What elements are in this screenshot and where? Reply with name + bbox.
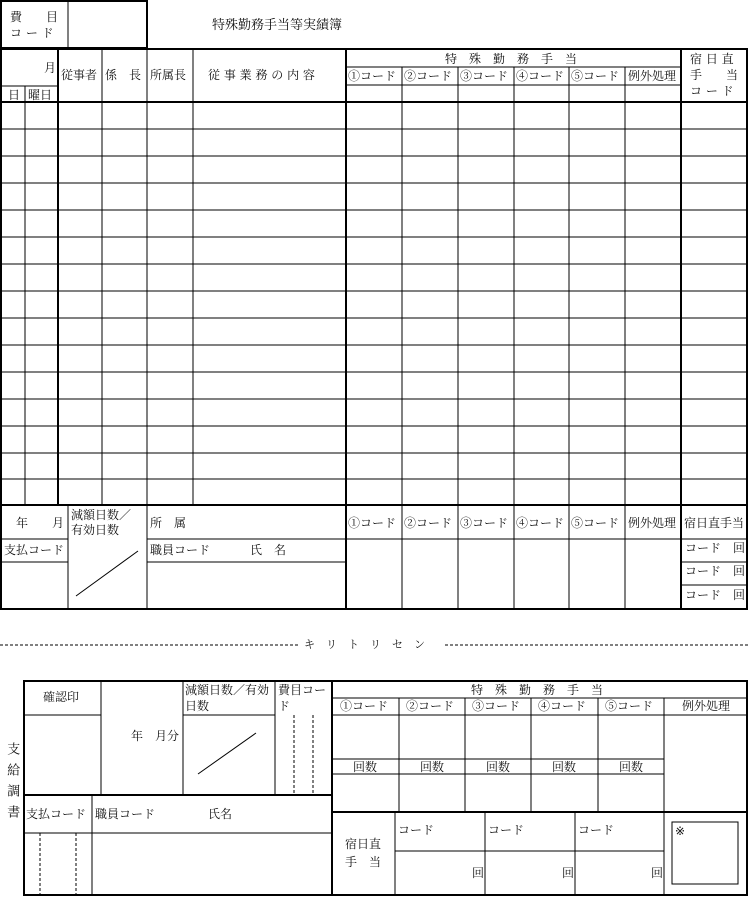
footer-code-2: ②コード [404, 516, 453, 530]
footer-code-3: ③コード [460, 516, 509, 530]
footer-code-times: コード 回 [685, 588, 746, 602]
slip-kai: 回 [562, 866, 575, 880]
slip-allowance-title: 特 殊 勤 務 手 当 [471, 683, 604, 697]
footer-name: 氏 名 [250, 543, 287, 557]
slip-name: 氏名 [208, 807, 233, 821]
slip-staff-code: 職員コード [95, 807, 156, 821]
slip-code-label: コード [488, 823, 525, 837]
slip-code-label: コード [578, 823, 615, 837]
slip-code-1: ①コード [340, 699, 389, 713]
header-code-5: ⑤コード [571, 69, 620, 83]
slip-side-label: 支給調書 [4, 742, 20, 826]
slip-himoku: 費目コー [278, 683, 327, 697]
footer-code-times: コード 回 [685, 564, 746, 578]
slip-pay-code: 支払コード [26, 807, 87, 821]
slip-times: 回数 [420, 760, 445, 774]
footer-staff-code: 職員コード [150, 543, 211, 557]
slip-times: 回数 [619, 760, 644, 774]
slip-reduction: 日数 [185, 699, 210, 713]
header-code-1: ①コード [348, 69, 397, 83]
slip-year-month: 年 月分 [131, 729, 180, 743]
header-dept-head: 所属長 [150, 68, 187, 82]
slip-night-duty: 手 当 [345, 855, 382, 869]
slip-code-5: ⑤コード [605, 699, 654, 713]
slip-confirm-seal: 確認印 [43, 690, 80, 704]
header-night-duty: コ ー ド [690, 84, 734, 98]
footer-reduction: 減額日数／ [71, 508, 132, 522]
slip-times: 回数 [353, 760, 378, 774]
slip-note-mark: ※ [675, 824, 686, 838]
cut-line-label: キ リ ト リ セ ン [304, 638, 425, 651]
footer-pay-code: 支払コード [4, 543, 65, 557]
header-code-4: ④コード [516, 69, 565, 83]
slip-code-3: ③コード [472, 699, 521, 713]
header-code-2: ②コード [404, 69, 453, 83]
header-worker: 従事者 [61, 68, 98, 82]
header-month: 月 [44, 61, 57, 75]
footer-affiliation: 所 属 [150, 516, 187, 530]
footer-year-month: 年 月 [16, 516, 65, 530]
slip-code-4: ④コード [538, 699, 587, 713]
footer-code-5: ⑤コード [571, 516, 620, 530]
slip-kai: 回 [651, 866, 664, 880]
header-day: 日 [8, 88, 21, 102]
himoku-label: コ ー ド [10, 26, 54, 40]
slip-night-duty: 宿日直 [345, 837, 382, 851]
header-weekday: 曜日 [28, 88, 53, 102]
form-title: 特殊勤務手当等実績簿 [212, 18, 343, 33]
header-code-3: ③コード [460, 69, 509, 83]
slip-times: 回数 [552, 760, 577, 774]
footer-exception: 例外処理 [628, 516, 677, 530]
slip-kai: 回 [472, 866, 485, 880]
header-allowance-title: 特 殊 勤 務 手 当 [445, 52, 578, 66]
slip-times: 回数 [486, 760, 511, 774]
slip-reduction: 減額日数／有効 [185, 683, 270, 697]
slip-exception: 例外処理 [682, 699, 731, 713]
slip-code-2: ②コード [406, 699, 455, 713]
footer-code-times: コード 回 [685, 541, 746, 555]
header-night-duty: 手 当 [690, 68, 739, 82]
header-work-content: 従 事 業 務 の 内 容 [208, 68, 315, 82]
slip-himoku: ド [278, 699, 291, 713]
footer-night-duty: 宿日直手当 [684, 516, 745, 530]
footer-code-1: ①コード [348, 516, 397, 530]
himoku-label: 費 目 [10, 10, 59, 24]
footer-code-4: ④コード [516, 516, 565, 530]
slip-code-label: コード [398, 823, 435, 837]
header-chief: 係 長 [105, 68, 142, 82]
header-night-duty: 宿 日 直 [690, 52, 734, 66]
footer-reduction: 有効日数 [71, 523, 120, 537]
header-exception: 例外処理 [628, 69, 677, 83]
